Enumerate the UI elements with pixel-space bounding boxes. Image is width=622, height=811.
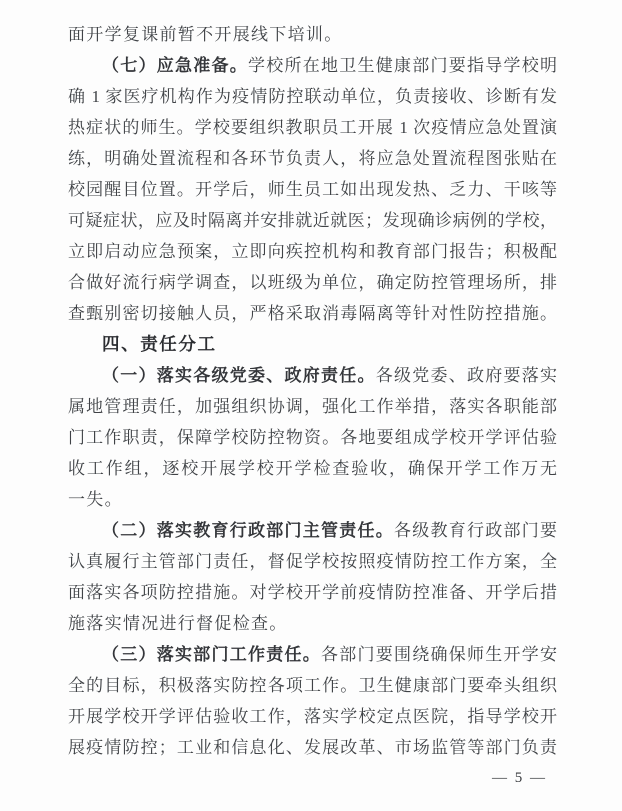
line-text: 查甄别密切接触人员，严格采取消毒隔离等针对性防控措施。 [68, 304, 557, 323]
line-text: 面开学复课前暂不开展线下培训。 [68, 25, 343, 44]
line-text: 校园醒目位置。开学后，师生员工如出现发热、乏力、干咳等 [68, 180, 557, 199]
line-text: 确 1 家医疗机构作为疫情防控联动单位，负责接收、诊断有发 [68, 87, 557, 106]
text-line [68, 670, 557, 701]
text-line [68, 50, 557, 81]
text-line [68, 453, 557, 484]
text-line [68, 81, 557, 112]
bold-lead-text: （三）落实部门工作责任。 [102, 645, 321, 664]
text-line [68, 112, 557, 143]
line-text: 各级教育行政部门要 [394, 521, 557, 540]
text-line [68, 19, 557, 50]
line-text: 可疑症状，应及时隔离并安排就近就医；发现确诊病例的学校， [68, 211, 557, 230]
line-text: 收工作组，逐校开展学校开学检查验收，确保开学工作万无 [68, 459, 557, 478]
text-line [68, 360, 557, 391]
text-line [68, 143, 557, 174]
line-text: 合做好流行病学调查，以班级为单位，确定防控管理场所，排 [68, 273, 557, 292]
line-text: 展疫情防控；工业和信息化、发展改革、市场监管等部门负责 [68, 738, 557, 757]
text-line [68, 205, 557, 236]
text-line [68, 515, 557, 546]
line-text: 一失。 [68, 490, 123, 509]
line-text: 练，明确处置流程和各环节负责人，将应急处置流程图张贴在 [68, 149, 557, 168]
text-line [68, 298, 557, 329]
page-number: — 5 — [492, 770, 547, 786]
bold-lead-text: （七）应急准备。 [102, 56, 248, 75]
line-text: 立即启动应急预案，立即向疾控机构和教育部门报告；积极配 [68, 242, 557, 261]
text-line [68, 546, 557, 577]
line-text: 各级党委、政府要落实 [375, 366, 557, 385]
line-text: 各部门要围绕确保师生开学安 [321, 645, 557, 664]
line-text: 施落实情况进行督促检查。 [68, 614, 288, 633]
line-text: 四、责任分工 [102, 334, 217, 354]
line-text: 学校所在地卫生健康部门要指导学校明 [248, 56, 557, 75]
text-line [68, 422, 557, 453]
text-line [68, 484, 557, 515]
bold-lead-text: （一）落实各级党委、政府责任。 [102, 366, 376, 385]
bold-lead-text: （二）落实教育行政部门主管责任。 [102, 521, 394, 540]
line-text: 面落实各项防控措施。对学校开学前疫情防控准备、开学后措 [68, 583, 557, 602]
text-line [68, 577, 557, 608]
line-text: 认真履行主管部门责任，督促学校按照疫情防控工作方案，全 [68, 552, 557, 571]
line-text: 属地管理责任，加强组织协调，强化工作举措，落实各职能部 [68, 397, 557, 416]
document-body [68, 19, 557, 763]
section-heading [68, 329, 557, 360]
text-line [68, 701, 557, 732]
line-text: 门工作职责，保障学校防控物资。各地要组成学校开学评估验 [68, 428, 557, 447]
text-line [68, 732, 557, 763]
text-line [68, 639, 557, 670]
text-line [68, 391, 557, 422]
text-line [68, 236, 557, 267]
line-text: 开展学校开学评估验收工作，落实学校定点医院，指导学校开 [68, 707, 557, 726]
text-line [68, 267, 557, 298]
line-text: 热症状的师生。学校要组织教职员工开展 1 次疫情应急处置演 [68, 118, 557, 137]
text-line [68, 608, 557, 639]
text-line [68, 174, 557, 205]
line-text: 全的目标，积极落实防控各项工作。卫生健康部门要牵头组织 [68, 676, 557, 695]
